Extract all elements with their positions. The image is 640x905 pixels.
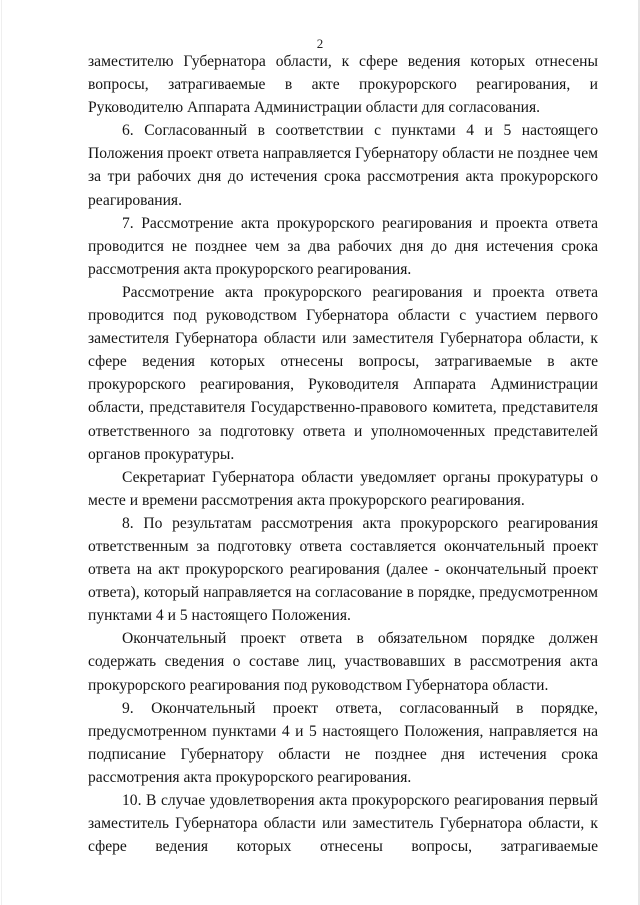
- document-body: [88, 50, 598, 858]
- paragraph-item-9: 9. Окончательный проект ответа, согласованный в порядке, предусмотренном пунктами 4 и 5 настоящего Положения, направляется на подписание Губернатору области не позднее дня истечения срока рассмотрения акта прокурорского реагирования.: [88, 699, 598, 786]
- paragraph-item-6: 6. Согласованный в соответствии с пунктами 4 и 5 настоящего Положения проект ответа направляется Губернатору области не позднее чем за три рабочих дня до истечения срока рассмотрения акта прокурорского реагирования.: [88, 122, 598, 209]
- paragraph-review-participants: Рассмотрение акта прокурорского реагирования и проекта ответа проводится под руководством Губернатора области с участием первого заместителя Губернатора области или заместителя Губернатора области, к сфере ведения которых отнесены вопросы, затрагиваемые в акте прокурорского реагирования, Руководителя Аппарата Администрации области, представителя Государственно-правового комитета, представителя ответственного за подготовку ответа и уполномоченных представителей органов прокуратуры.: [88, 283, 598, 463]
- scan-edge-left: [1, 0, 2, 905]
- paragraph-continuation: заместителю Губернатора области, к сфере ведения которых отнесены вопросы, затрагиваемые в акте прокурорского реагирования, и Руководителю Аппарата Администрации области для согласования.: [88, 53, 598, 117]
- paragraph-item-10: 10. В случае удовлетворения акта прокурорского реагирования первый заместитель Губернатора области или заместитель Губернатора области, к сфере ведения которых отнесены вопросы, затрагиваемые: [88, 792, 598, 856]
- paragraph-item-7: 7. Рассмотрение акта прокурорского реагирования и проекта ответа проводится не позднее чем за два рабочих дня до дня истечения срока рассмотрения акта прокурорского реагирования.: [88, 214, 598, 278]
- paragraph-final-draft-content: Окончательный проект ответа в обязательном порядке должен содержать сведения о составе лиц, участвовавших в рассмотрения акта прокурорского реагирования под руководством Губернатора области.: [88, 630, 598, 694]
- page-number: 2: [316, 36, 324, 51]
- paragraph-item-8: 8. По результатам рассмотрения акта прокурорского реагирования ответственным за подготовку ответа составляется окончательный проект ответа на акт прокурорского реагирования (далее - окончательный проект ответа), который направляется на согласование в порядке, предусмотренном пунктами 4 и 5 настоящего Положения.: [88, 514, 598, 625]
- paragraph-secretariat-notice: Секретариат Губернатора области уведомляет органы прокуратуры о месте и времени рассмотрения акта прокурорского реагирования.: [88, 468, 598, 509]
